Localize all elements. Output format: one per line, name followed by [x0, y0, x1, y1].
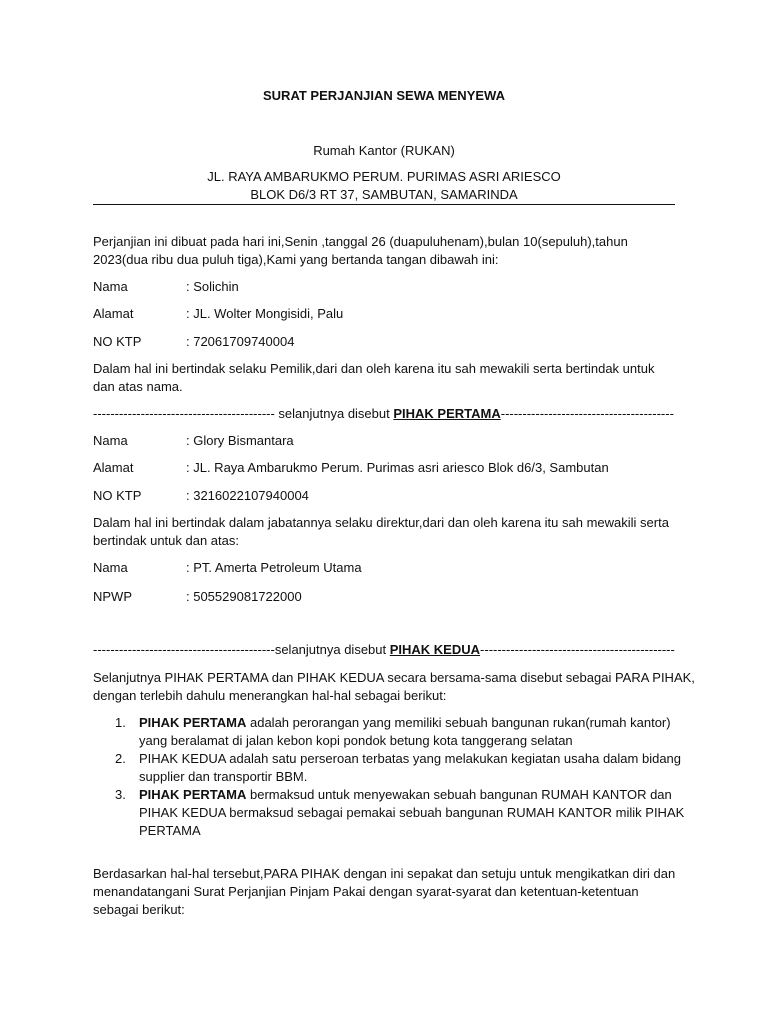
intro-line-1: Perjanjian ini dibuat pada hari ini,Senin ,tanggal 26 (duapuluhenam),bulan 10(sepuluh),tahun — [93, 234, 628, 249]
list-item-1-line-2: yang beralamat di jalan kebon kopi pondok betung kota tanggerang selatan — [139, 733, 573, 748]
list-item-3-bold: PIHAK PERTAMA — [139, 787, 247, 802]
party2-separator-suffix: --------------------------------------------- — [480, 642, 675, 657]
para-pihak-line-1: Selanjutnya PIHAK PERTAMA dan PIHAK KEDUA secara bersama-sama disebut sebagai PARA PIHAK, — [93, 670, 695, 685]
list-item-1-line-1 — [139, 714, 671, 732]
list-item-3-line-1 — [139, 786, 672, 804]
list-item-1-rest: adalah perorangan yang memiliki sebuah bangunan rukan(rumah kantor) — [246, 715, 671, 730]
party1-nama-label: Nama — [93, 279, 128, 294]
party2-designation: PIHAK KEDUA — [389, 642, 481, 657]
party2-npwp-label: NPWP — [93, 589, 132, 604]
party1-separator-prefix: ------------------------------------------ selanjutnya disebut — [93, 406, 394, 421]
party2-npwp-value: : 505529081722000 — [186, 589, 302, 604]
closing-line-2: menandatangani Surat Perjanjian Pinjam Pakai dengan syarat-syarat dan ketentuan-ketentuan — [93, 884, 639, 899]
para-pihak-line-2: dengan terlebih dahulu menerangkan hal-hal sebagai berikut: — [93, 688, 447, 703]
address-line-2: BLOK D6/3 RT 37, SAMBUTAN, SAMARINDA — [250, 187, 518, 202]
party1-ktp-value: : 72061709740004 — [186, 334, 295, 349]
list-item-1-bold: PIHAK PERTAMA — [139, 715, 247, 730]
party2-company-value: : PT. Amerta Petroleum Utama — [186, 560, 362, 575]
address-line-1: JL. RAYA AMBARUKMO PERUM. PURIMAS ASRI ARIESCO — [207, 169, 561, 184]
party2-ktp-label: NO KTP — [93, 488, 142, 503]
party2-ktp-value: : 3216022107940004 — [186, 488, 309, 503]
party2-alamat-value: : JL. Raya Ambarukmo Perum. Purimas asri ariesco Blok d6/3, Sambutan — [186, 460, 609, 475]
closing-line-3: sebagai berikut: — [93, 902, 185, 917]
party2-separator-prefix: ------------------------------------------selanjutnya disebut — [93, 642, 390, 657]
party2-alamat-label: Alamat — [93, 460, 134, 475]
list-item-2-line-2: supplier dan transportir BBM. — [139, 769, 308, 784]
party2-company-label: Nama — [93, 560, 128, 575]
party1-separator-suffix: ---------------------------------------- — [500, 406, 674, 421]
list-item-2-line-1: PIHAK KEDUA adalah satu perseroan terbatas yang melakukan kegiatan usaha dalam bidang — [139, 751, 682, 766]
party2-role-line-1: Dalam hal ini bertindak dalam jabatannya selaku direktur,dari dan oleh karena itu sah mewakili serta — [93, 515, 669, 530]
party1-alamat-value: : JL. Wolter Mongisidi, Palu — [186, 306, 344, 321]
list-item-number: 2. — [115, 751, 126, 766]
list-item-3-line-3: PERTAMA — [139, 823, 201, 838]
list-item-3-rest: bermaksud untuk menyewakan sebuah bangunan RUMAH KANTOR dan — [246, 787, 672, 802]
party2-nama-value: : Glory Bismantara — [186, 433, 294, 448]
closing-line-1: Berdasarkan hal-hal tersebut,PARA PIHAK dengan ini sepakat dan setuju untuk mengikatkan diri dan — [93, 866, 676, 881]
party2-nama-label: Nama — [93, 433, 128, 448]
header-divider — [93, 204, 675, 205]
party1-role-line-1: Dalam hal ini bertindak selaku Pemilik,dari dan oleh karena itu sah mewakili serta bertindak untuk — [93, 361, 655, 376]
party2-role-line-2: bertindak untuk dan atas: — [93, 533, 239, 548]
document-title: SURAT PERJANJIAN SEWA MENYEWA — [263, 88, 505, 103]
party1-ktp-label: NO KTP — [93, 334, 142, 349]
party1-alamat-label: Alamat — [93, 306, 134, 321]
party2-separator — [93, 641, 675, 659]
party1-separator — [93, 405, 674, 423]
party1-role-line-2: dan atas nama. — [93, 379, 183, 394]
party1-nama-value: : Solichin — [186, 279, 239, 294]
intro-line-2: 2023(dua ribu dua puluh tiga),Kami yang bertanda tangan dibawah ini: — [93, 252, 499, 267]
list-item-number: 3. — [115, 787, 126, 802]
party1-designation: PIHAK PERTAMA — [393, 406, 501, 421]
list-item-3-line-2: PIHAK KEDUA bermaksud sebagai pemakai sebuah bangunan RUMAH KANTOR milik PIHAK — [139, 805, 685, 820]
list-item-number: 1. — [115, 715, 126, 730]
document-subtitle: Rumah Kantor (RUKAN) — [313, 143, 455, 158]
